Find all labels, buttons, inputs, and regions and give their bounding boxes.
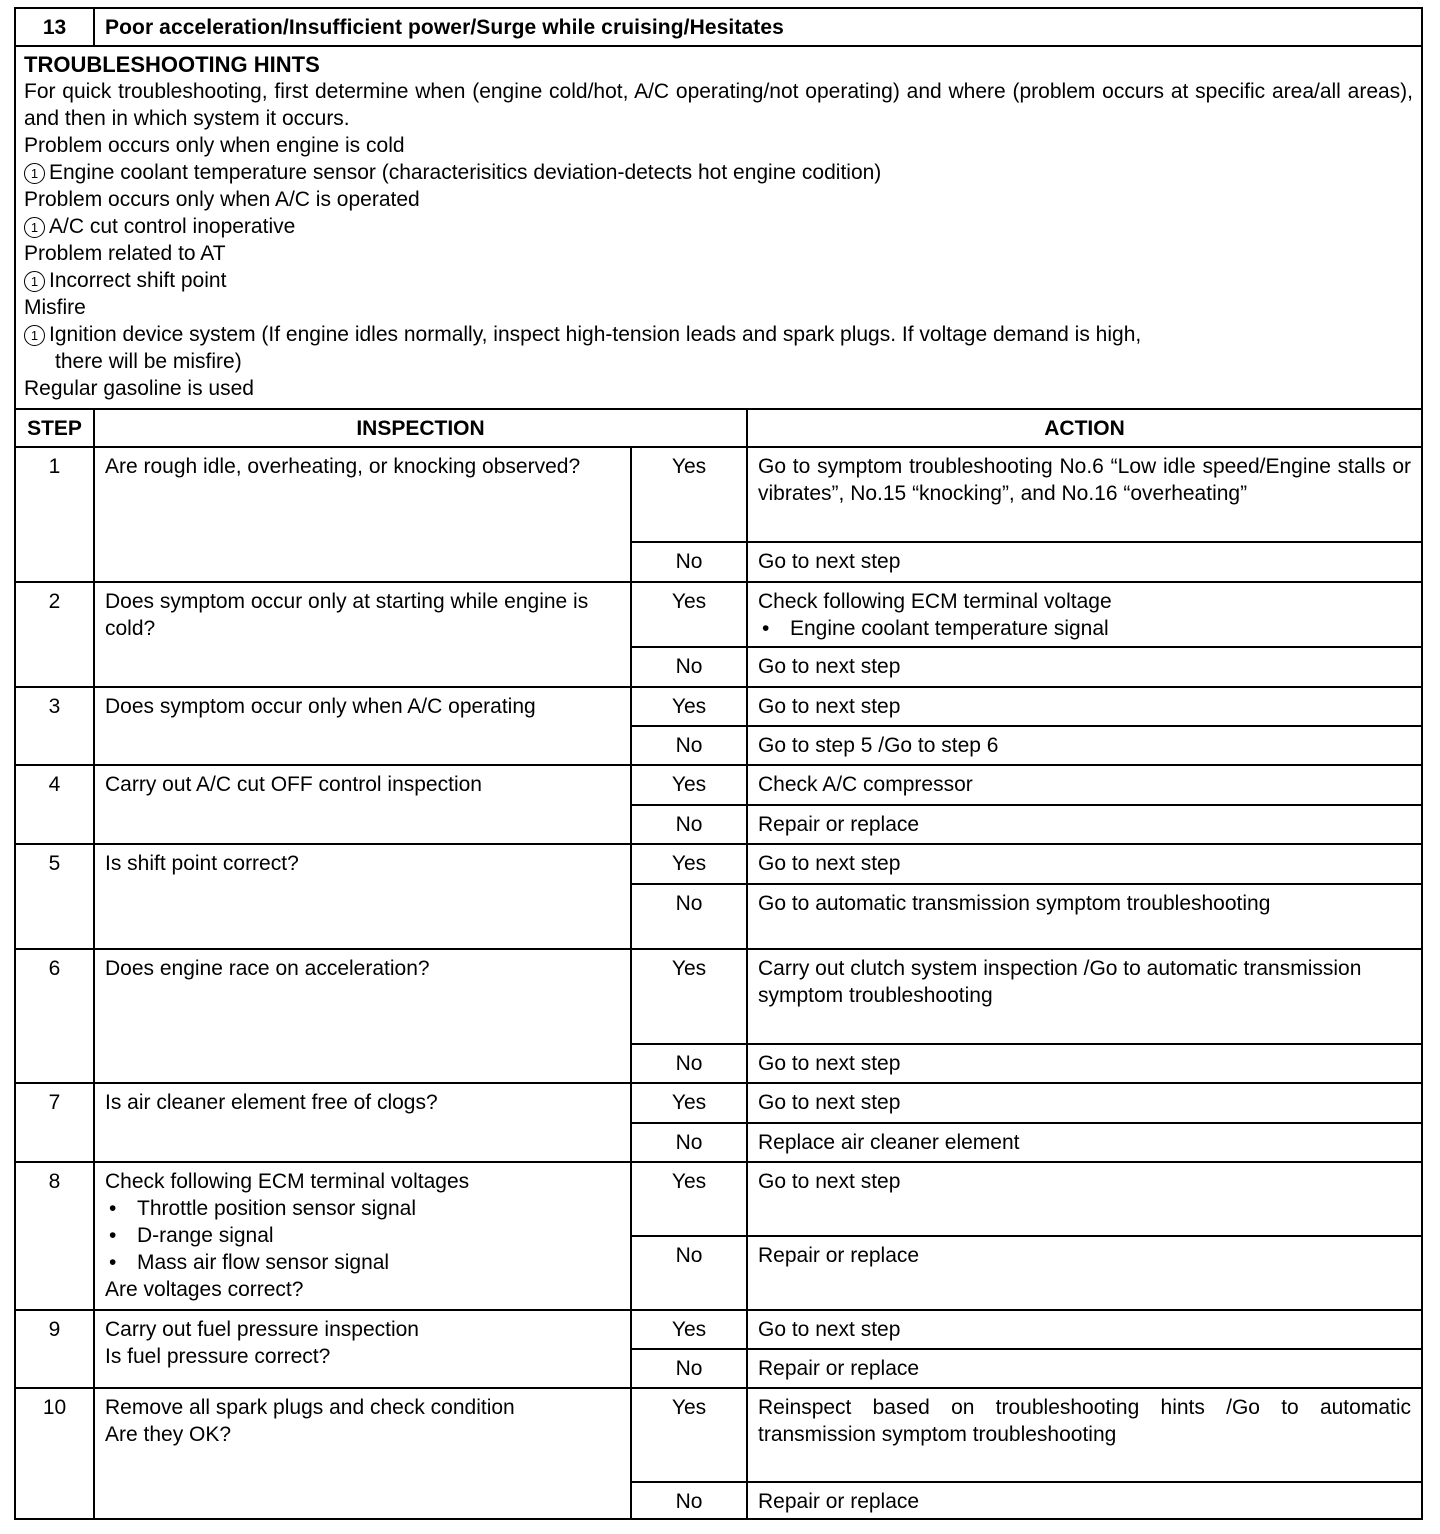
table-row <box>15 765 1422 805</box>
no-label: No <box>631 542 747 582</box>
no-action: Repair or replace <box>747 805 1422 844</box>
no-action: Go to next step <box>747 647 1422 687</box>
circled-number-icon: 1 <box>24 163 45 184</box>
hint-misfire-item-cont: there will be misfire) <box>55 350 242 373</box>
table-row <box>15 949 1422 1044</box>
step-number: 7 <box>15 1083 94 1162</box>
step-inspection: Remove all spark plugs and check condition Are they OK? <box>94 1388 631 1519</box>
bullet-item: • Throttle position sensor signal <box>105 1195 620 1222</box>
step-number: 5 <box>15 844 94 949</box>
step-number: 4 <box>15 765 94 844</box>
symptom-title: Poor acceleration/Insufficient power/Surge while cruising/Hesitates <box>94 8 1422 46</box>
step-inspection: Are rough idle, overheating, or knocking observed? <box>94 447 631 582</box>
hints-row <box>15 46 1422 409</box>
yes-action: Go to next step <box>747 1083 1422 1123</box>
yes-action: Go to next step <box>747 1310 1422 1349</box>
step-number: 2 <box>15 582 94 687</box>
no-label: No <box>631 647 747 687</box>
yes-label: Yes <box>631 687 747 726</box>
step-number: 1 <box>15 447 94 582</box>
yes-action: Reinspect based on troubleshooting hints /Go to automatic transmission symptom troubleshooting <box>747 1388 1422 1482</box>
no-action: Go to next step <box>747 542 1422 582</box>
yes-label: Yes <box>631 447 747 542</box>
step-inspection: Is shift point correct? <box>94 844 631 949</box>
no-action: Replace air cleaner element <box>747 1123 1422 1162</box>
table-row <box>15 1388 1422 1482</box>
step-number: 8 <box>15 1162 94 1310</box>
column-header-row <box>15 409 1422 447</box>
step-number: 10 <box>15 1388 94 1519</box>
troubleshooting-sheet <box>14 7 1423 1520</box>
hint-ac-item: 1 A/C cut control inoperative <box>24 213 1413 240</box>
bullet-item: • D-range signal <box>105 1222 620 1249</box>
yes-action: Check following ECM terminal voltage • Engine coolant temperature signal <box>747 582 1422 647</box>
hint-at-item: 1 Incorrect shift point <box>24 267 1413 294</box>
no-action: Go to step 5 /Go to step 6 <box>747 726 1422 765</box>
circled-number-icon: 1 <box>24 217 45 238</box>
yes-label: Yes <box>631 1388 747 1482</box>
yes-action: Go to symptom troubleshooting No.6 “Low idle speed/Engine stalls or vibrates”, No.15 “knocking”, and No.16 “overheating” <box>747 447 1422 542</box>
table-row <box>15 582 1422 647</box>
troubleshooting-table <box>14 7 1423 1520</box>
table-row <box>15 1162 1422 1236</box>
step-number: 3 <box>15 687 94 765</box>
table-row <box>15 844 1422 884</box>
yes-action: Check A/C compressor <box>747 765 1422 805</box>
step-inspection: Carry out A/C cut OFF control inspection <box>94 765 631 844</box>
yes-label: Yes <box>631 765 747 805</box>
no-label: No <box>631 1236 747 1310</box>
yes-action: Go to next step <box>747 687 1422 726</box>
hints-heading: TROUBLESHOOTING HINTS <box>24 52 320 77</box>
step-inspection: Is air cleaner element free of clogs? <box>94 1083 631 1162</box>
table-row <box>15 1310 1422 1349</box>
column-action: ACTION <box>747 409 1422 447</box>
yes-label: Yes <box>631 582 747 647</box>
yes-action: Carry out clutch system inspection /Go to automatic transmission symptom troubleshooting <box>747 949 1422 1044</box>
step-inspection: Check following ECM terminal voltages • Throttle position sensor signal • D-range signal • Mass air flow sensor signal Are voltages correct? <box>94 1162 631 1310</box>
no-label: No <box>631 805 747 844</box>
no-label: No <box>631 1123 747 1162</box>
yes-label: Yes <box>631 1083 747 1123</box>
yes-label: Yes <box>631 1310 747 1349</box>
no-label: No <box>631 1044 747 1083</box>
title-row <box>15 8 1422 46</box>
step-inspection: Does engine race on acceleration? <box>94 949 631 1083</box>
yes-label: Yes <box>631 949 747 1044</box>
hint-ac-heading: Problem occurs only when A/C is operated <box>24 188 420 211</box>
hints-intro: For quick troubleshooting, first determine when (engine cold/hot, A/C operating/not operating) and where (problem occurs at specific area/all areas), and then in which system it occurs. <box>24 80 1413 130</box>
step-inspection: Carry out fuel pressure inspection Is fuel pressure correct? <box>94 1310 631 1388</box>
no-label: No <box>631 884 747 949</box>
hint-gasoline-note: Regular gasoline is used <box>24 377 254 400</box>
hint-misfire-heading: Misfire <box>24 296 86 319</box>
step-number: 6 <box>15 949 94 1083</box>
no-label: No <box>631 1482 747 1519</box>
no-label: No <box>631 726 747 765</box>
yes-action: Go to next step <box>747 1162 1422 1236</box>
hint-cold-heading: Problem occurs only when engine is cold <box>24 134 405 157</box>
bullet-item: • Mass air flow sensor signal <box>105 1249 620 1276</box>
troubleshooting-hints <box>15 46 1422 409</box>
no-label: No <box>631 1349 747 1388</box>
table-row <box>15 687 1422 726</box>
yes-label: Yes <box>631 844 747 884</box>
no-action: Go to next step <box>747 1044 1422 1083</box>
hint-at-heading: Problem related to AT <box>24 242 226 265</box>
step-inspection: Does symptom occur only when A/C operating <box>94 687 631 765</box>
hint-misfire-item: 1 Ignition device system (If engine idles normally, inspect high-tension leads and spark plugs. If voltage demand is high, <box>24 321 1413 348</box>
step-inspection: Does symptom occur only at starting while engine is cold? <box>94 582 631 687</box>
column-step: STEP <box>15 409 94 447</box>
circled-number-icon: 1 <box>24 325 45 346</box>
yes-label: Yes <box>631 1162 747 1236</box>
table-row <box>15 1083 1422 1123</box>
symptom-number: 13 <box>15 8 94 46</box>
step-number: 9 <box>15 1310 94 1388</box>
table-row <box>15 447 1422 542</box>
bullet-item: • Engine coolant temperature signal <box>758 615 1411 642</box>
no-action: Go to automatic transmission symptom troubleshooting <box>747 884 1422 949</box>
no-action: Repair or replace <box>747 1236 1422 1310</box>
hint-cold-item: 1 Engine coolant temperature sensor (characterisitics deviation-detects hot engine codition) <box>24 159 1413 186</box>
no-action: Repair or replace <box>747 1482 1422 1519</box>
circled-number-icon: 1 <box>24 271 45 292</box>
no-action: Repair or replace <box>747 1349 1422 1388</box>
yes-action: Go to next step <box>747 844 1422 884</box>
column-inspection: INSPECTION <box>94 409 747 447</box>
